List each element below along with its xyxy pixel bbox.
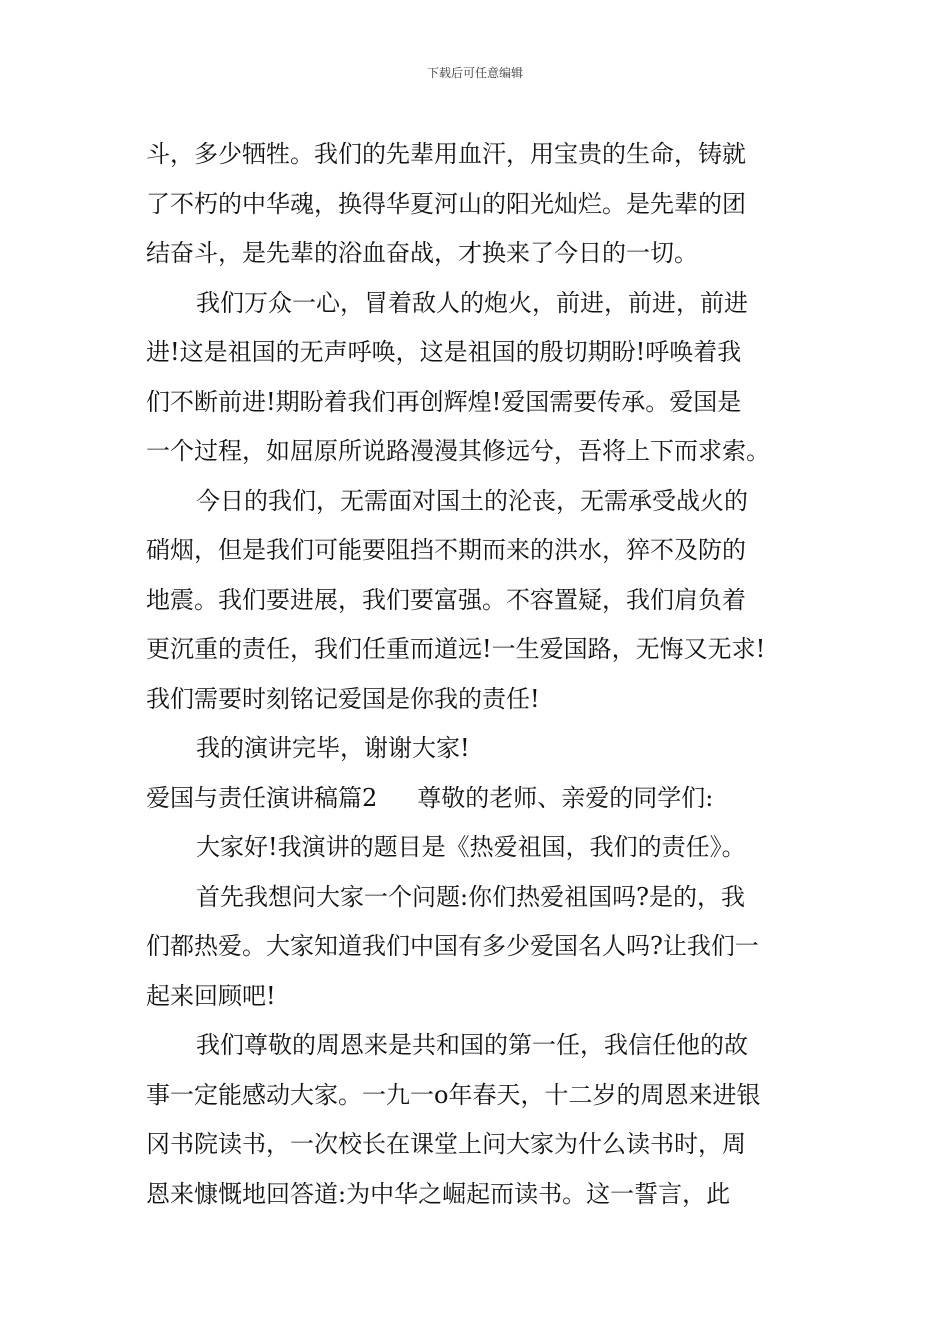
section-title-line (146, 774, 806, 824)
text-line: 冈书院读书，一次校长在课堂上问大家为什么读书时，周 (146, 1130, 746, 1158)
page-header: 下载后可任意编辑 (426, 66, 523, 80)
text-line: 结奋斗，是先辈的浴血奋战，才换来了今日的一切。 (146, 239, 698, 267)
text-line: 更沉重的责任，我们任重而道远!一生爱国路，无悔又无求! (146, 635, 766, 663)
paragraph-start: 我们万众一心，冒着敌人的炮火，前进，前进，前进 (196, 288, 748, 317)
paragraph-start: 我们尊敬的周恩来是共和国的第一任，我信任他的故 (196, 1031, 748, 1059)
paragraph-start: 大家好!我演讲的题目是《热爱祖国，我们的责任》。 (196, 833, 746, 861)
text-line: 硝烟，但是我们可能要阻挡不期而来的洪水，猝不及防的 (146, 536, 746, 564)
text-line: 了不朽的中华魂，换得华夏河山的阳光灿烂。是先辈的团 (146, 189, 746, 218)
section-title: 爱国与责任演讲稿篇2 (146, 783, 378, 812)
text-line: 们都热爱。大家知道我们中国有多少爱国名人吗?让我们一 (146, 932, 759, 960)
text-line: 进!这是祖国的无声呼唤，这是祖国的殷切期盼!呼唤着我 (146, 338, 742, 366)
paragraph-start: 首先我想问大家一个问题:你们热爱祖国吗?是的，我 (196, 882, 745, 911)
text-line: 地震。我们要进展，我们要富强。不容置疑，我们肩负着 (146, 585, 746, 614)
text-line: 斗，多少牺牲。我们的先辈用血汗，用宝贵的生命，铸就 (146, 140, 746, 168)
text-line: 起来回顾吧! (146, 981, 276, 1010)
text-line: 们不断前进!期盼着我们再创辉煌!爱国需要传承。爱国是 (146, 387, 742, 416)
text-line: 事一定能感动大家。一九一o年春天，十二岁的周恩来进银 (146, 1080, 761, 1109)
text-line: 恩来慷慨地回答道:为中华之崛起而读书。这一誓言，此 (146, 1179, 731, 1208)
document-body (146, 130, 806, 1219)
text-line: 我们需要时刻铭记爱国是你我的责任! (146, 684, 540, 713)
salutation: 尊敬的老师、亲爱的同学们: (417, 783, 714, 812)
paragraph-start: 今日的我们，无需面对国土的沦丧，无需承受战火的 (196, 486, 748, 515)
text-line: 一个过程，如屈原所说路漫漫其修远兮，吾将上下而求索。 (146, 437, 770, 465)
paragraph-start: 我的演讲完毕，谢谢大家! (196, 734, 470, 762)
